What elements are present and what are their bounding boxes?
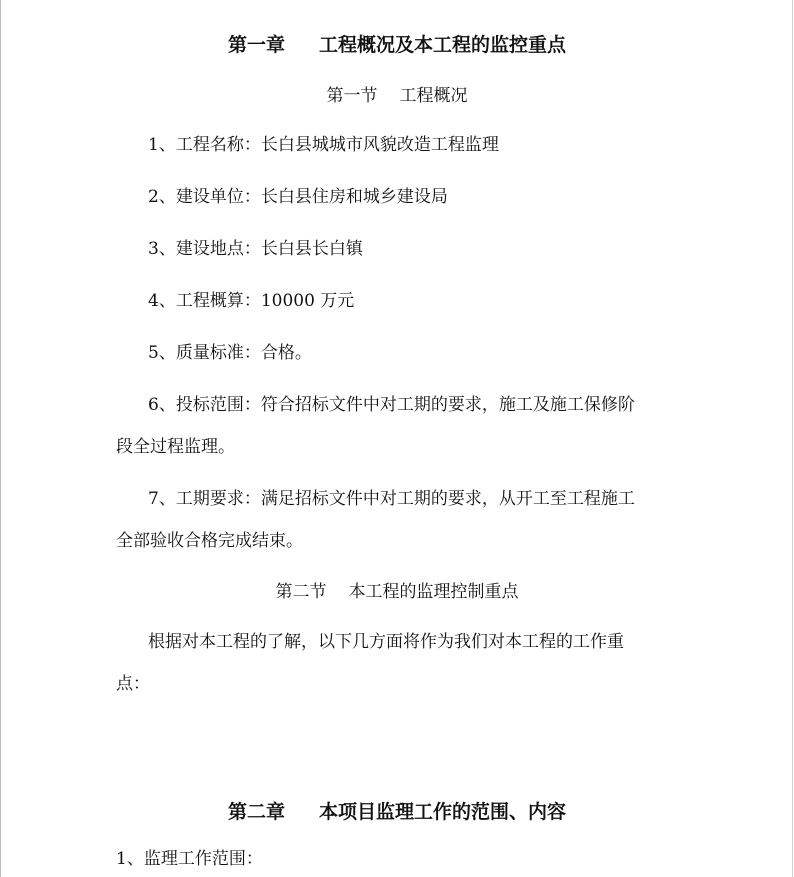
page-right-border — [792, 0, 793, 877]
section-2-heading — [0, 581, 794, 603]
chapter-1-heading — [0, 34, 794, 56]
chapter-1-title: 工程概况及本工程的监控重点 — [319, 34, 567, 56]
item-construction-location: 3、建设地点：长白县长白镇 — [148, 239, 363, 259]
paragraph-line-2: 点： — [116, 674, 150, 694]
section-2-number: 第二节 — [275, 582, 327, 602]
item-construction-unit: 2、建设单位：长白县住房和城乡建设局 — [148, 187, 448, 207]
item-schedule-line-2: 全部验收合格完成结束。 — [116, 531, 303, 551]
page-left-border — [0, 0, 1, 877]
item-quality-standard: 5、质量标准：合格。 — [148, 343, 312, 363]
chapter-2-number: 第二章 — [227, 801, 285, 823]
item-project-budget: 4、工程概算：10000 万元 — [148, 291, 355, 311]
section-1-heading — [0, 85, 794, 107]
item-bid-scope-line-2: 段全过程监理。 — [116, 437, 235, 457]
section-2-title: 本工程的监理控制重点 — [348, 582, 519, 602]
item-project-name: 1、工程名称：长白县城城市风貌改造工程监理 — [148, 135, 499, 155]
item-schedule-line-1: 7、工期要求：满足招标文件中对工期的要求，从开工至工程施工 — [148, 489, 635, 509]
paragraph-line-1: 根据对本工程的了解，以下几方面将作为我们对本工程的工作重 — [148, 632, 624, 652]
scope-heading: 1、监理工作范围： — [116, 849, 263, 869]
item-bid-scope-line-1: 6、投标范围：符合招标文件中对工期的要求，施工及施工保修阶 — [148, 395, 635, 415]
section-1-title: 工程概况 — [399, 86, 468, 106]
chapter-2-heading — [0, 801, 794, 823]
section-1-number: 第一节 — [326, 86, 378, 106]
chapter-2-title: 本项目监理工作的范围、内容 — [319, 801, 567, 823]
chapter-1-number: 第一章 — [227, 34, 285, 56]
